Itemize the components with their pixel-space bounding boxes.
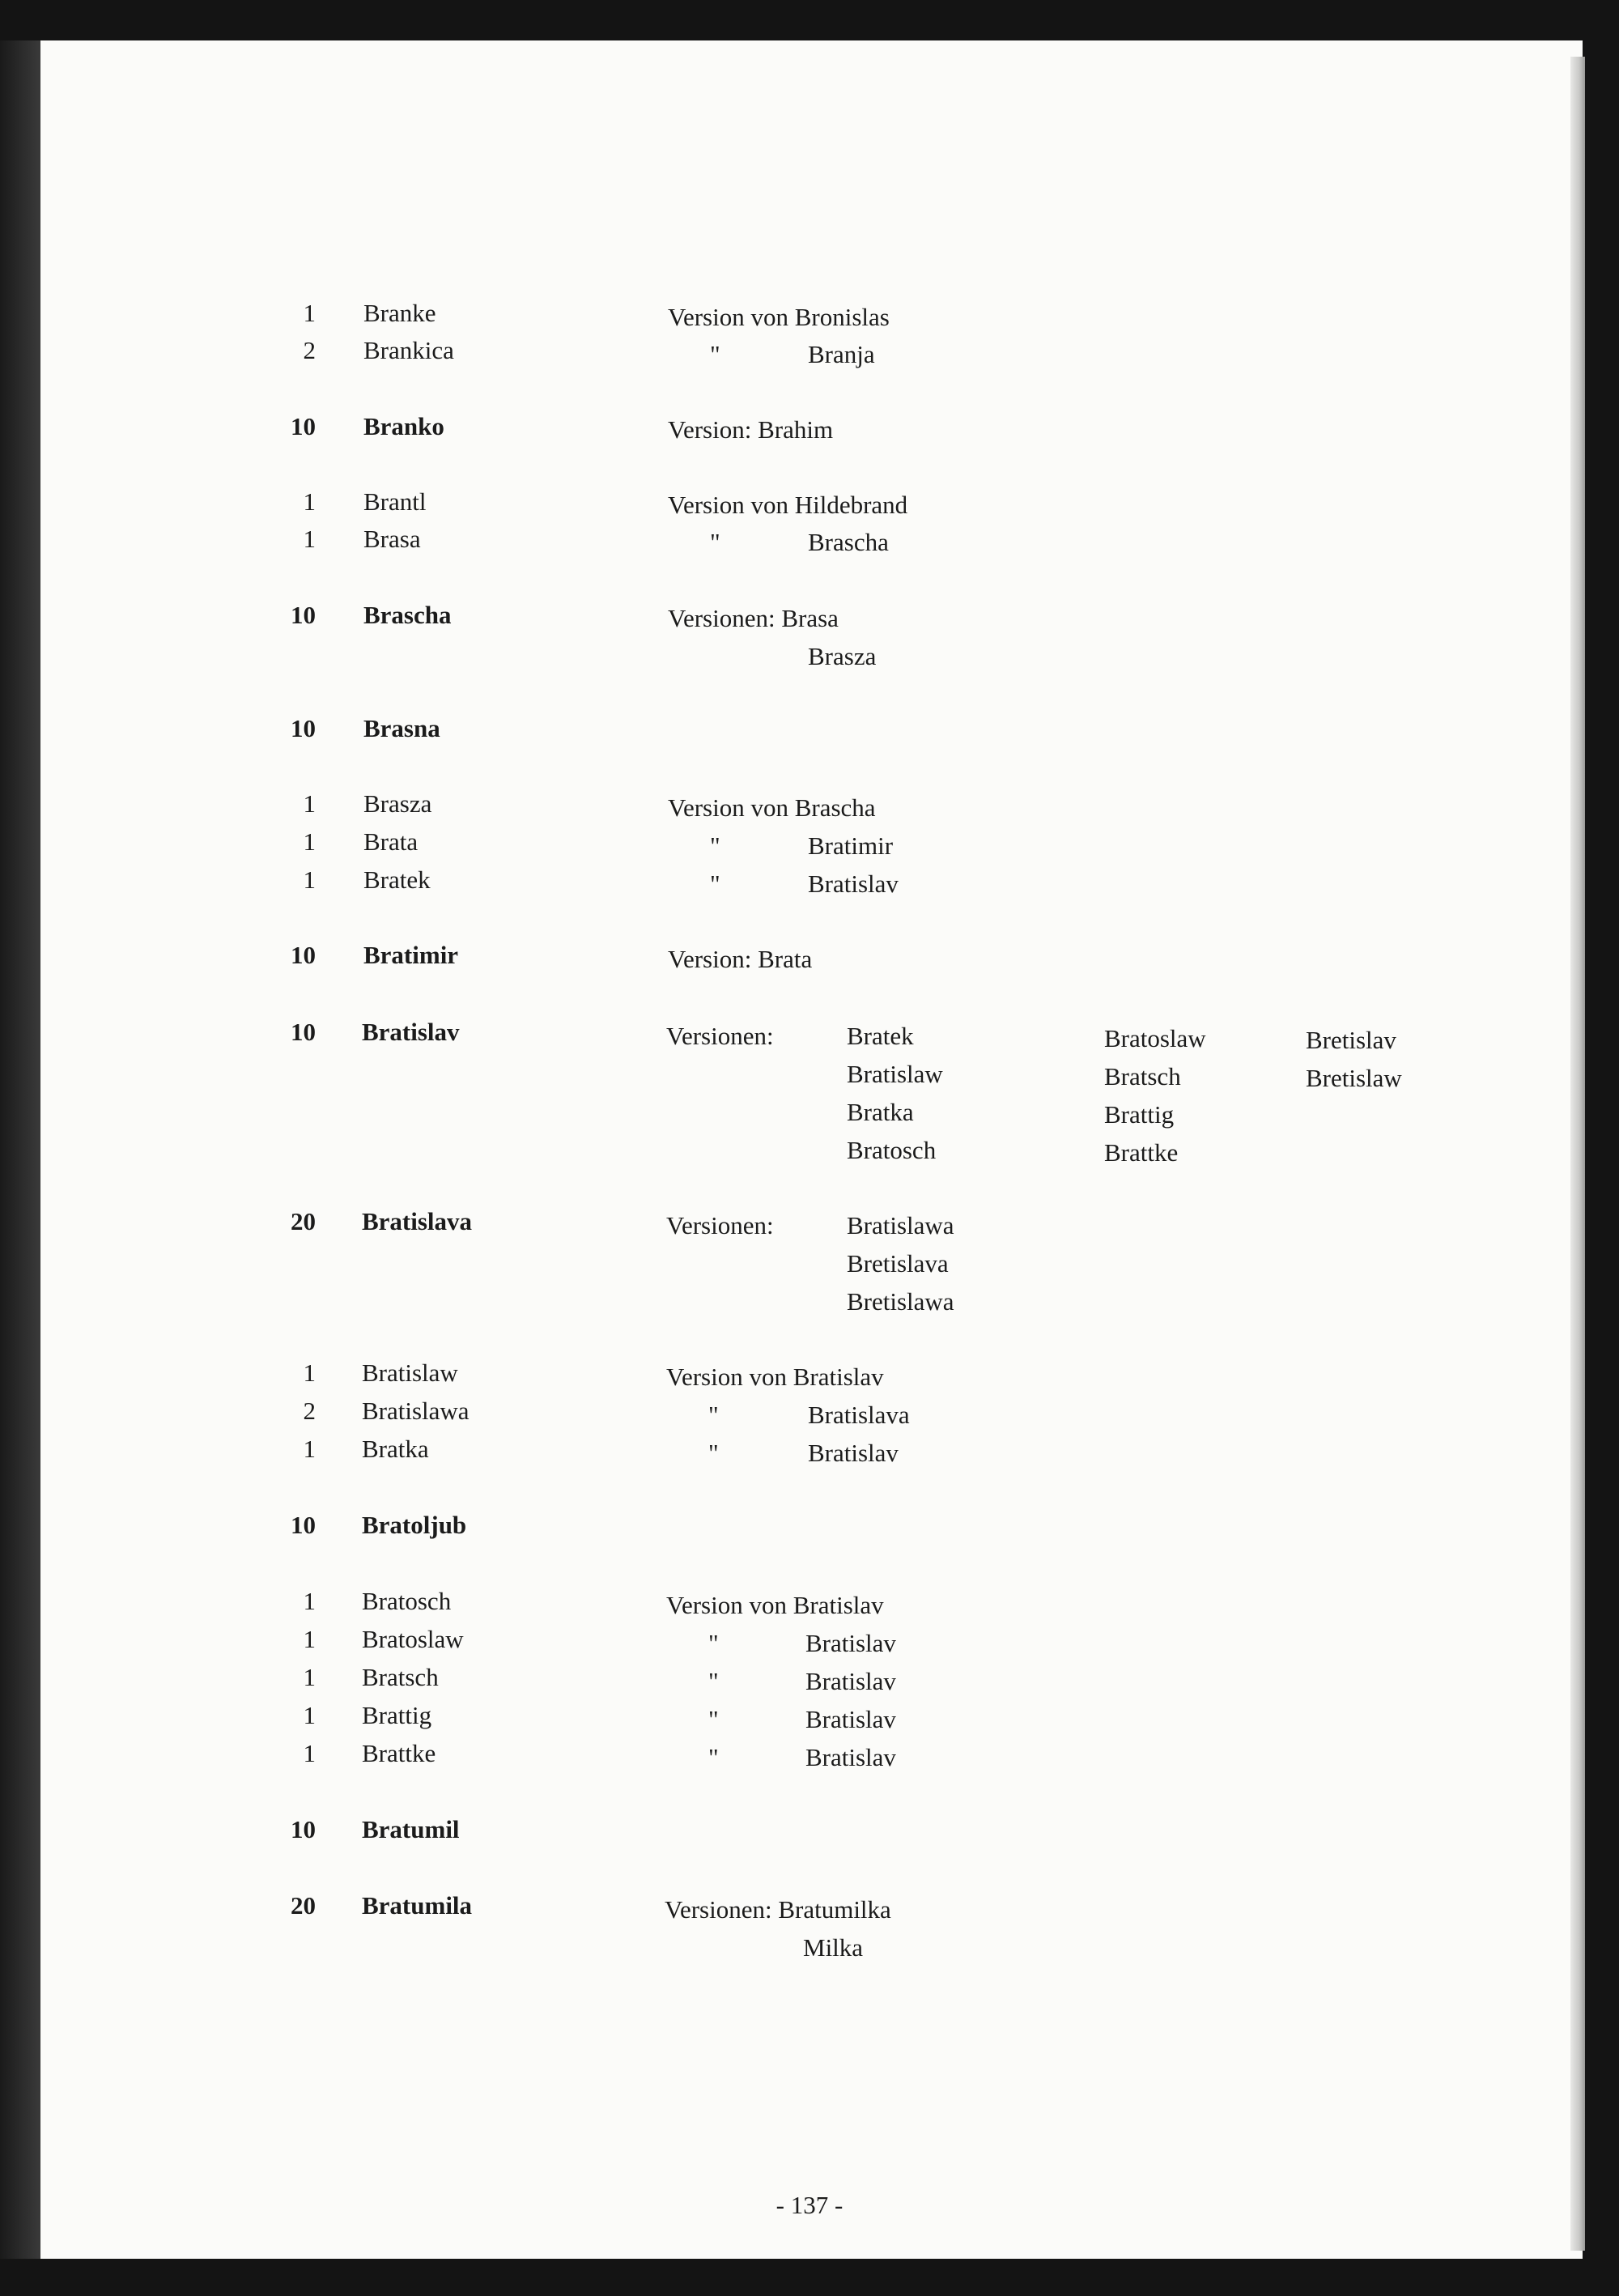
entry-info: Version von Brascha [668,793,876,822]
entry-name: Branko [363,412,444,440]
entry-count: 10 [291,941,316,969]
entry-count: 1 [303,1701,316,1729]
entry-ref: Bratislav [805,1629,896,1657]
entry-ref: Branja [808,340,875,368]
version-item: Bratka [847,1098,914,1126]
entry-name: Brasa [363,525,421,553]
entry-count: 2 [303,1397,316,1425]
entry-count: 2 [303,336,316,364]
entry-name: Bratumil [362,1815,460,1843]
entry-count: 10 [291,601,316,629]
entry-ref: Bratislava [808,1401,910,1429]
entry-ref: Bratislav [805,1667,896,1695]
entry-name: Bratislava [362,1207,473,1235]
ditto-mark: " [708,1439,719,1467]
ditto-mark: " [710,340,720,368]
entry-count: 1 [303,1663,316,1691]
entry-name: Bratislawa [362,1397,470,1425]
entry-name: Bratosch [362,1587,452,1615]
entry-name: Bratumila [362,1891,473,1920]
entry-count: 1 [303,525,316,553]
entry-name: Brantl [363,487,427,516]
ditto-mark: " [710,831,720,860]
entry-info: Version von Bratislav [666,1363,884,1391]
entry-name: Bratek [363,865,431,894]
version-item: Bratsch [1104,1062,1181,1091]
entry-count: 10 [291,1511,316,1539]
entry-name: Bratsch [362,1663,439,1691]
entry-info: Version von Bronislas [668,303,890,331]
entry-name: Brata [363,827,419,856]
entry-info: Version von Bratislav [666,1591,884,1619]
entry-count: 10 [291,1018,316,1046]
version-item: Bratoslaw [1104,1024,1206,1052]
entry-name: Bratislaw [362,1358,458,1387]
entry-count: 10 [291,1815,316,1843]
entry-ref: Brascha [808,528,889,556]
entry-info: Versionen: Bratumilka [665,1895,891,1924]
entry-count: 20 [291,1891,316,1920]
entry-count: 1 [303,865,316,894]
entry-info: Version: Brata [668,945,813,973]
document-page [40,40,1583,2259]
version-item: Brattig [1104,1100,1175,1129]
page-number: - 137 - [776,2191,843,2219]
ditto-mark: " [708,1743,719,1771]
ditto-mark: " [708,1705,719,1733]
entry-name: Brattig [362,1701,432,1729]
entry-count: 1 [303,487,316,516]
entry-name: Brasna [363,714,440,742]
entry-ref: Bratislav [805,1705,896,1733]
entry-ref: Bratislav [808,1439,899,1467]
entry-count: 10 [291,412,316,440]
version-item: Bratislawa [847,1211,954,1239]
entry-name: Bratoslaw [362,1625,464,1653]
entry-name: Brasza [363,789,432,818]
entry-name: Brankica [363,336,454,364]
entry-count: 20 [291,1207,316,1235]
entry-count: 1 [303,1739,316,1767]
version-item: Bratek [847,1022,914,1050]
entry-ref: Bratislav [808,870,899,898]
versions-label: Versionen: [666,1022,774,1050]
ditto-mark: " [710,528,720,556]
version-item: Bretislav [1306,1026,1396,1054]
ditto-mark: " [708,1629,719,1657]
version-item: Bratislaw [847,1060,943,1088]
entry-info: Version: Brahim [668,415,834,444]
entry-name: Brattke [362,1739,436,1767]
version-item: Bretislava [847,1249,949,1278]
versions-label: Versionen: [666,1211,774,1239]
entry-name: Bratoljub [362,1511,467,1539]
entry-ref: Brasza [808,642,877,670]
entry-name: Bratka [362,1435,429,1463]
version-item: Bretislaw [1306,1064,1402,1092]
entry-name: Brascha [363,601,452,629]
entry-name: Bratimir [363,941,459,969]
entry-count: 1 [303,299,316,327]
ditto-mark: " [710,870,720,898]
entry-name: Branke [363,299,436,327]
entry-count: 1 [303,1625,316,1653]
entry-ref: Milka [803,1933,864,1962]
version-item: Bratosch [847,1136,937,1164]
version-item: Bretislawa [847,1287,954,1316]
entry-info: Version von Hildebrand [668,491,908,519]
entry-ref: Bratimir [808,831,894,860]
entry-count: 1 [303,789,316,818]
ditto-mark: " [708,1667,719,1695]
entry-name: Bratislav [362,1018,460,1046]
version-item: Brattke [1104,1138,1179,1167]
ditto-mark: " [708,1401,719,1429]
entry-count: 1 [303,1435,316,1463]
entry-info: Versionen: Brasa [668,604,839,632]
page-gutter-shadow [0,40,40,2259]
entry-count: 1 [303,1587,316,1615]
entry-count: 10 [291,714,316,742]
page-right-edge [1570,57,1585,2251]
entry-ref: Bratislav [805,1743,896,1771]
entry-count: 1 [303,827,316,856]
entry-count: 1 [303,1358,316,1387]
